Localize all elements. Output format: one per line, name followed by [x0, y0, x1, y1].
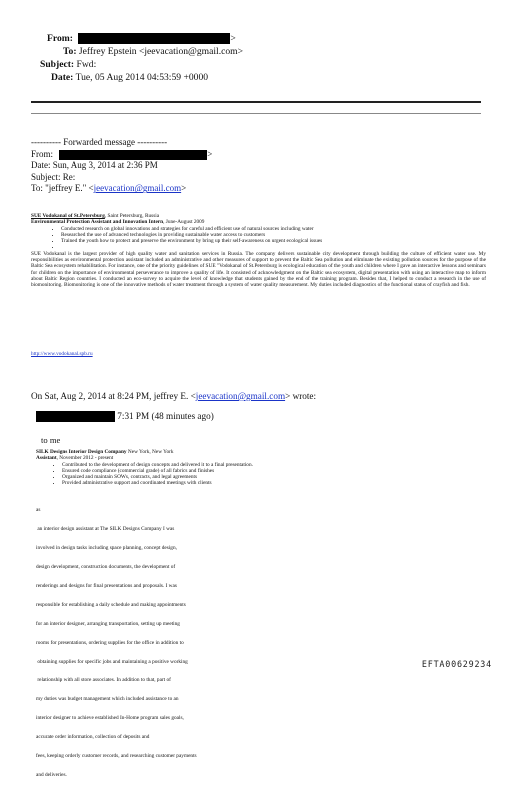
vodokanal-org-location: Saint Petersburg, Russia — [107, 213, 160, 219]
vodokanal-url-link[interactable]: http://www.vodokanal.spb.ru — [31, 351, 93, 357]
redaction-block — [59, 150, 207, 160]
list-item: • Ensured code compliance (commercial grade) of all fabrics and finishes — [62, 468, 336, 474]
paragraph-line: interior designer to achieve established In-Home program sales goals, — [36, 715, 184, 722]
reply-wrote-suffix: > wrote: — [285, 391, 317, 401]
date-value: Tue, 05 Aug 2014 04:53:59 +0000 — [75, 72, 209, 83]
silk-role-dates: , November 2012 - present — [56, 455, 114, 462]
vodokanal-paragraph: SUE Vodokanal is the largest provider of high quality water and sanitation services in Russia. The company delivers sustainable city development through building the culture of efficient water use. My responsibilities as environmental protection assistant included an administrative and other measures of support to prevent the Baltic Sea pollution and eliminate the existing pollution sources for the purpose of the Baltic Sea ecosystem rehabilitation. For instance, one of the priority guidelines of SUE "Vodokanal of St.Petersburg is ecological education of the youth and children where I gave an interactive lessons and seminars for children on the importance of environmental perseverance to improve a quality of life. It consisted of acknowledgment on the Baltic sea ecosystem, digital presentation with using an interactive map to inform about Baltic Region countries. I conducted an eco-survey to acquire the level of knowledge that students gained by the end of the training program. Besides that, I helped to conduct a research in the use of biomonitoring. Biomonitoring is one of the innovative methods of water treatment through a system of water quality measurement. My duties included diagnostics of the functional status of crayfish and fish. — [31, 250, 486, 289]
list-item: • Researched the use of advanced technologies in providing sustainable water access to customers — [61, 232, 486, 238]
forwarded-from-label: From: — [31, 148, 54, 159]
redaction-block — [36, 411, 115, 422]
header-divider — [31, 101, 481, 103]
paragraph-line: my duties was budget management which included assistance to an — [36, 696, 179, 703]
silk-role: Assistant — [36, 455, 57, 462]
paragraph-line: and deliveries. — [36, 771, 67, 778]
date-row — [51, 71, 208, 84]
from-angle: > — [230, 33, 236, 44]
to-row — [63, 45, 243, 58]
reply-time: 7:31 PM (48 minutes ago) — [117, 411, 214, 421]
to-value: Jeffrey Epstein <jeevacation@gmail.com> — [78, 46, 244, 57]
email-link[interactable]: jeevacation@gmail.com — [195, 391, 286, 401]
paragraph-line: rooms for presentations, ordering supplies for the office in addition to — [36, 639, 184, 646]
paragraph-line: for an interior designer, arranging transportation, setting up meeting — [36, 620, 180, 627]
date-label: Date: — [51, 72, 74, 83]
bates-number: EFTA00629234 — [421, 659, 492, 669]
reply-wrote-prefix: On Sat, Aug 2, 2014 at 8:24 PM, jeffrey E. < — [31, 391, 196, 401]
paragraph-line: responsible for establishing a daily schedule and making appointments — [36, 601, 186, 608]
reply-time-row — [36, 411, 214, 423]
paragraph-line: accurate order information, collection of deposits and — [36, 734, 150, 741]
paragraph-line: an interior design assistant at The SILK Designs Company I was — [36, 526, 175, 533]
paragraph-line: relationship with all store associates. In addition to that, part of — [36, 677, 171, 684]
subject-label: Subject: — [40, 59, 75, 70]
forwarded-message-header — [31, 137, 491, 195]
to-label: To: — [63, 46, 77, 57]
silk-org-location: New York, New York — [127, 449, 174, 455]
paragraph-line: as — [36, 507, 41, 514]
email-link[interactable]: jeevacation@gmail.com — [93, 183, 182, 194]
list-item: • Trained the youth how to protect and preserve the environment by bring up their self-awareness on urgent ecological issues — [61, 238, 486, 244]
paragraph-line: design development, construction documents, the development of — [36, 564, 176, 571]
paragraph-line: fees, keeping orderly customer records, and researching customer payments — [36, 752, 197, 759]
paragraph-line: renderings and designs for final presentations and proposals. I was — [36, 582, 177, 589]
vodokanal-org-name: SUE Vodokanal of St.Petersburg — [31, 213, 105, 219]
from-row — [47, 32, 236, 45]
forwarded-to-row — [31, 183, 491, 195]
forwarded-from-angle: > — [207, 148, 213, 159]
forwarded-subject: Subject: Re: — [31, 171, 76, 182]
subject-row — [40, 58, 96, 71]
redaction-block — [78, 33, 230, 44]
forwarded-date: Date: Sun, Aug 3, 2014 at 2:36 PM — [31, 160, 158, 171]
subject-value: Fwd: — [76, 59, 97, 70]
vodokanal-org-row: SUE Vodokanal of St.Petersburg, Saint Petersburg, Russia — [31, 213, 160, 219]
list-item: • Contributed to the development of design concepts and delivered it to a final presentation. — [62, 462, 336, 468]
header-divider-thin — [31, 113, 481, 114]
paragraph-line: involved in design tasks including space planning, concept design, — [36, 545, 177, 552]
silk-section — [36, 449, 336, 791]
forwarded-to-prefix: To: "jeffrey E." < — [31, 183, 94, 194]
silk-bullets — [36, 462, 336, 487]
silk-org-name: SILK Designs Interior Design Company — [36, 449, 127, 455]
forwarded-to-suffix: > — [181, 183, 187, 194]
reply-to-me: to me — [41, 435, 61, 445]
vodokanal-role: Environmental Protection Assistant and Innovation Intern — [31, 219, 164, 226]
silk-paragraph — [36, 495, 336, 791]
vodokanal-bullets — [31, 226, 486, 251]
vodokanal-role-dates: , June-August 2009 — [163, 219, 205, 226]
from-label: From: — [47, 33, 73, 44]
vodokanal-section — [31, 213, 486, 289]
list-item: • Organized and maintain SOWs, contracts, and legal agreements — [62, 474, 336, 480]
forwarded-from-row — [31, 149, 491, 161]
reply-header — [31, 391, 316, 403]
forwarded-banner: ---------- Forwarded message ---------- — [31, 137, 168, 147]
paragraph-line: obtaining supplies for specific jobs and maintaining a positive working — [36, 658, 188, 665]
list-item: • Provided administrative support and coordinated meetings with clients — [62, 480, 336, 486]
list-item: • Conducted research on global innovations and strategies for careful and efficient use of natural sources including water — [61, 226, 486, 232]
